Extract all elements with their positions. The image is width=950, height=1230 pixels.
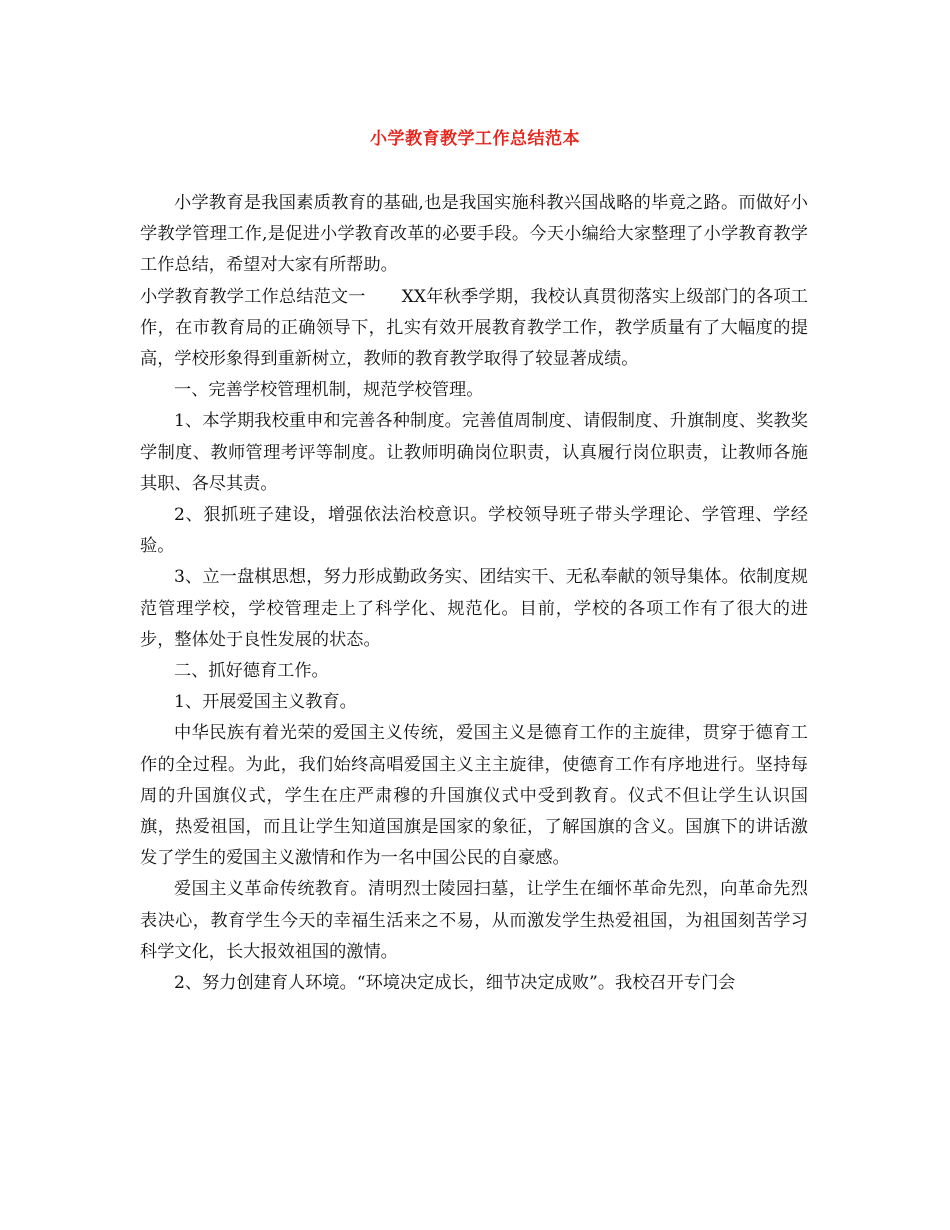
sample-heading: 小学教育教学工作总结范文一 [140, 286, 366, 307]
section-heading-moral-education: 二、抓好德育工作。 [174, 661, 329, 682]
paragraph-intro: 小学教育是我国素质教育的基础,也是我国实施科教兴国战略的毕竟之路。而做好小学教学管理工作,是促进小学教育改革的必要手段。今天小编给大家整理了小学教育教学工作总结，希望对大家有所帮助。 [140, 193, 808, 276]
section-heading-management: 一、完善学校管理机制，规范学校管理。 [174, 380, 484, 401]
paragraph-body: 中华民族有着光荣的爱国主义传统，爱国主义是德育工作的主旋律，贯穿于德育工作的全过程。为此，我们始终高唱爱国主义主主旋律，使德育工作有序地进行。坚持每周的升国旗仪式，学生在庄严肃穆的升国旗仪式中受到教育。仪式不但让学生认识国旗，热爱祖国，而且让学生知道国旗是国家的象征，了解国旗的含义。国旗下的讲话激发了学生的爱国主义激情和作为一名中国公民的自豪感。 [140, 723, 808, 869]
document-title: 小学教育教学工作总结范本 [370, 129, 580, 149]
paragraph-sample-one [140, 282, 808, 376]
paragraph-item: 2、狠抓班子建设，增强依法治校意识。学校领导班子带头学理论、学管理、学经验。 [140, 505, 808, 557]
document-body [140, 188, 808, 999]
paragraph-item: 3、立一盘棋思想，努力形成勤政务实、团结实干、无私奉献的领导集体。依制度规范管理学校，学校管理走上了科学化、规范化。目前，学校的各项工作有了很大的进步，整体处于良性发展的状态。 [140, 567, 808, 650]
sample-body: XX年秋季学期，我校认真贯彻落实上级部门的各项工作，在市教育局的正确领导下，扎实有效开展教育教学工作，教学质量有了大幅度的提高，学校形象得到重新树立，教师的教育教学取得了较显著成绩。 [140, 286, 808, 370]
paragraph-item: 2、努力创建育人环境。“环境决定成长，细节决定成败”。我校召开专门会 [174, 973, 736, 994]
paragraph-item: 1、本学期我校重申和完善各种制度。完善值周制度、请假制度、升旗制度、奖教奖学制度、教师管理考评等制度。让教师明确岗位职责，认真履行岗位职责，让教师各施其职、各尽其责。 [140, 411, 808, 494]
paragraph-item: 1、开展爱国主义教育。 [174, 692, 357, 713]
paragraph-body: 爱国主义革命传统教育。清明烈士陵园扫墓，让学生在缅怀革命先烈，向革命先烈表决心，教育学生今天的幸福生活来之不易，从而激发学生热爱祖国，为祖国刻苦学习科学文化，长大报效祖国的激情。 [140, 879, 808, 962]
